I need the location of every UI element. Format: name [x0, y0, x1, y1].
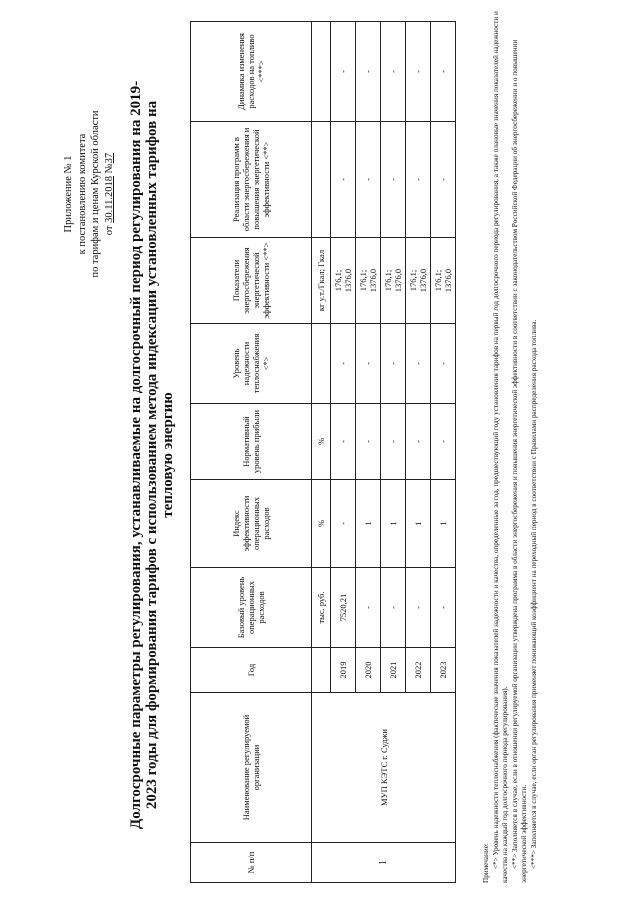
cell-profit: - — [431, 404, 456, 480]
unit-dynamics — [312, 22, 331, 122]
header-year: Год — [191, 648, 312, 693]
appendix-date: 30.11.2018 — [103, 175, 115, 223]
table-header-row — [191, 22, 312, 883]
unit-index: % — [312, 480, 331, 568]
unit-year — [312, 648, 331, 693]
header-programs: Реализация программ в области энергосбережения и повышения энергетической эффективности <**> — [191, 122, 312, 238]
cell-base: - — [381, 568, 406, 648]
cell-energy — [356, 238, 381, 324]
cell-energy-1: 176,1; — [383, 269, 393, 292]
cell-dynamics: - — [356, 22, 381, 122]
header-base: Базовый уровень операционных расходов — [191, 568, 312, 648]
unit-programs — [312, 122, 331, 238]
document-title: Долгосрочные параметры регулирования, устанавливаемые на долгосрочный период регулирования на 2019-2023 годы для формирования тарифов с использованием метода индексации установленных тарифов на тепловую энергию — [128, 80, 176, 830]
header-num: № п/п — [191, 843, 312, 883]
cell-programs: - — [431, 122, 456, 238]
cell-dynamics: - — [431, 22, 456, 122]
appendix-line1: Приложение № 1 — [63, 155, 74, 233]
cell-reliability: - — [381, 324, 406, 404]
cell-year: 2023 — [431, 648, 456, 693]
cell-energy-2: 1376,0 — [393, 268, 403, 293]
cell-dynamics: - — [381, 22, 406, 122]
notes-heading: Примечание: — [482, 843, 490, 883]
header-index: Индекс эффективности операционных расходов — [191, 480, 312, 568]
cell-programs: - — [406, 122, 431, 238]
cell-energy — [381, 238, 406, 324]
unit-energy: кг у.т./Гкал; Гкал — [312, 238, 331, 324]
appendix-line2: к постановлению комитета — [76, 133, 88, 255]
appendix-line3: по тарифам и ценам Курской области — [90, 110, 101, 278]
cell-programs: - — [331, 122, 356, 238]
cell-profit: - — [331, 404, 356, 480]
cell-profit: - — [406, 404, 431, 480]
cell-year: 2020 — [356, 648, 381, 693]
cell-year: 2021 — [381, 648, 406, 693]
cell-index: 1 — [431, 480, 456, 568]
cell-year: 2022 — [406, 648, 431, 693]
cell-programs: - — [381, 122, 406, 238]
cell-energy-1: 176,1; — [433, 269, 443, 292]
cell-energy-2: 1376,0 — [418, 268, 428, 293]
appendix-date-prefix: от — [103, 225, 115, 236]
unit-reliability — [312, 324, 331, 404]
org-name: МУП КЭТС г. Суджи — [312, 693, 456, 843]
cell-reliability: - — [356, 324, 381, 404]
appendix-block — [62, 64, 116, 324]
units-row — [312, 22, 331, 883]
cell-base: - — [431, 568, 456, 648]
unit-base: тыс. руб. — [312, 568, 331, 648]
header-profit: Нормативный уровень прибыли — [191, 404, 312, 480]
cell-year: 2019 — [331, 648, 356, 693]
cell-reliability: - — [431, 324, 456, 404]
cell-energy-2: 1376,0 — [343, 268, 353, 293]
parameters-table — [190, 21, 456, 883]
notes-block — [482, 3, 540, 883]
cell-index: 1 — [356, 480, 381, 568]
cell-base: 7520,21 — [331, 568, 356, 648]
header-energy: Показатели энергосбережения энергетической эффективности <**> — [191, 238, 312, 324]
note-3: <***> Заполняется в случае, если орган регулирования применяет понижающий коэффициент на переходный период в соответствии с Правилами распределения расхода топлива. — [529, 319, 538, 869]
cell-index: - — [331, 480, 356, 568]
cell-energy — [331, 238, 356, 324]
cell-energy-1: 176,1; — [358, 269, 368, 292]
cell-index: 1 — [406, 480, 431, 568]
cell-dynamics: - — [331, 22, 356, 122]
cell-reliability: - — [331, 324, 356, 404]
header-reliability: Уровень надежности теплоснабжения <*> — [191, 324, 312, 404]
cell-energy-1: 176,1; — [333, 269, 343, 292]
note-1: <*> Уровень надежности теплоснабжения (фактические значения показателей надежности и качества, определенные за год, предшествующий году установления тарифов на первый год долгосрочного периода регулирования, а также плановые значения показателей надежности и качества на каждый год долгосрочного периода регулирования). — [491, 11, 510, 883]
cell-dynamics: - — [406, 22, 431, 122]
row-number: 1 — [312, 843, 456, 883]
cell-energy-2: 1376,0 — [443, 268, 453, 293]
appendix-line4 — [103, 64, 117, 324]
cell-energy-2: 1376,0 — [368, 268, 378, 293]
cell-reliability: - — [406, 324, 431, 404]
appendix-number: 37 — [103, 152, 115, 164]
cell-profit: - — [381, 404, 406, 480]
cell-profit: - — [356, 404, 381, 480]
cell-programs: - — [356, 122, 381, 238]
cell-index: 1 — [381, 480, 406, 568]
cell-base: - — [356, 568, 381, 648]
cell-base: - — [406, 568, 431, 648]
cell-energy — [431, 238, 456, 324]
unit-profit: % — [312, 404, 331, 480]
header-dynamics: Динамика изменения расходов на топливо <***> — [191, 22, 312, 122]
note-2: <**> Заполняется в случае, если в отношении регулируемой организации утверждена программа в области энергосбережения и повышения энергетической эффективности в соответствии с законодательством Российской Федерации об энергосбережении и о повышении энергетической эффективности. — [510, 39, 529, 883]
cell-energy — [406, 238, 431, 324]
cell-energy-1: 176,1; — [408, 269, 418, 292]
appendix-number-prefix: № — [103, 163, 115, 174]
header-org: Наименование регулируемой организации — [191, 693, 312, 843]
